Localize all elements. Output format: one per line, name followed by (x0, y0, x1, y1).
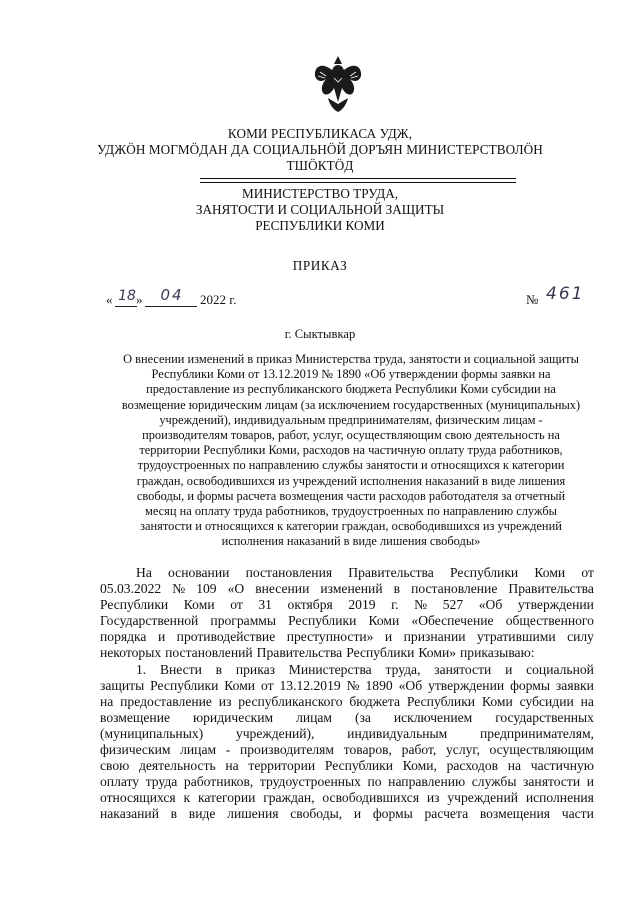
body-line: относящихся к категории граждан, освободившихся из учреждений исполнения (100, 790, 594, 806)
subject-line: исполнения наказаний в виде лишения свободы» (221, 534, 481, 549)
date-month-underline (145, 306, 197, 307)
body-line: свою деятельность на территории Республики Коми, расходов на частичную (100, 758, 594, 774)
date-quote-open: « (106, 292, 113, 307)
body-line: порядка и противодействие преступности» и признании утратившими силу (100, 629, 594, 645)
body-line: Государственной программы Республики Коми «Обеспечение общественного (100, 613, 594, 629)
body-line: Республики Коми от 31 октября 2019 г. № 527 «Об утверждении (100, 597, 594, 613)
body-line: 05.03.2022 № 109 «О внесении изменений в постановление Правительства (100, 581, 594, 597)
city-name: г. Сыктывкар (284, 327, 356, 341)
date-month-handwritten: 04 (160, 286, 184, 304)
body-line: оплату труда работников, трудоустроенных по направлению службы занятости и (100, 774, 594, 790)
subject-line: свободы, и формы расчета возмещения части расходов работодателя за отчетный (136, 488, 566, 503)
order-number-handwritten: 461 (546, 284, 585, 304)
order-body (100, 565, 594, 823)
body-line: наказаний в виде лишения свободы, и формы расчета возмещения части (100, 806, 594, 822)
subject-line: учреждений), индивидуальным предпринимателям, физическим лицам - (159, 412, 543, 427)
header-komi-ministry (0, 126, 640, 174)
body-line: На основании постановления Правительства Республики Коми от (136, 565, 594, 580)
header-ru-line: РЕСПУБЛИКИ КОМИ (255, 218, 385, 233)
date-quote-close: » (136, 292, 143, 307)
subject-line: возмещение юридическим лицам (за исключением государственных (муниципальных) (121, 397, 581, 412)
subject-line: территории Республики Коми, расходов на частичную оплату труда работников, (139, 443, 563, 458)
body-line: на предоставление из республиканского бюджета Республики Коми субсидии на (100, 693, 594, 709)
header-divider-top (200, 178, 516, 179)
body-line: некоторых постановлений Правительства Республики Коми» приказываю: (100, 645, 535, 661)
order-number-label: № (526, 292, 539, 307)
header-komi-line: ТШÖКТÖД (286, 158, 354, 173)
header-ru-line: ЗАНЯТОСТИ И СОЦИАЛЬНОЙ ЗАЩИТЫ (195, 202, 445, 217)
header-ru-ministry (0, 186, 640, 234)
order-subject (108, 352, 594, 550)
subject-line: граждан, освободившихся из учреждений исполнения наказаний в виде лишения (136, 473, 566, 488)
body-line: (муниципальных) учреждений), индивидуальным предпринимателям, (100, 725, 594, 741)
subject-line: предоставление из республиканского бюджета Республики Коми субсидии на (146, 382, 556, 397)
subject-line: Республики Коми от 13.12.2019 № 1890 «Об утверждении формы заявки на (151, 367, 551, 382)
date-day-underline (115, 306, 137, 307)
header-ru-line: МИНИСТЕРСТВО ТРУДА, (241, 186, 399, 201)
body-line: защиты Республики Коми от 13.12.2019 № 1890 «Об утверждении формы заявки (100, 677, 594, 693)
body-line: возмещение юридическим лицам (за исключением государственных (100, 709, 594, 725)
date-number-line (106, 284, 585, 310)
subject-line: О внесении изменений в приказ Министерства труда, занятости и социальной защиты (123, 352, 579, 366)
order-title: ПРИКАЗ (292, 258, 348, 273)
date-day-handwritten: 18 (118, 288, 136, 304)
komi-coat-of-arms-icon (312, 52, 364, 114)
body-line: 1. Внести в приказ Министерства труда, занятости и социальной (136, 661, 594, 677)
subject-line: производителям товаров, работ, услуг, осуществляющим свою деятельность на (142, 428, 560, 443)
date-year: 2022 г. (200, 292, 237, 307)
subject-line: трудоустроенных по направлению службы занятости и относящихся к категории (137, 458, 565, 473)
header-komi-line: КОМИ РЕСПУБЛИКАСА УДЖ, (227, 126, 413, 141)
header-komi-line: УДЖÖН МОГМÖДАН ДА СОЦИАЛЬНÖЙ ДОРЪЯН МИНИСТЕРСТВОЛÖН (97, 142, 543, 157)
subject-line: занятости и относящихся к категории граждан, освободившихся из учреждений (140, 519, 562, 534)
header-divider-bottom (200, 182, 516, 183)
body-line: физическим лицам - производителям товаров, работ, услуг, осуществляющим (100, 742, 594, 758)
subject-line: месяц на оплату труда работников, трудоустроенных по направлению службы (145, 504, 557, 519)
